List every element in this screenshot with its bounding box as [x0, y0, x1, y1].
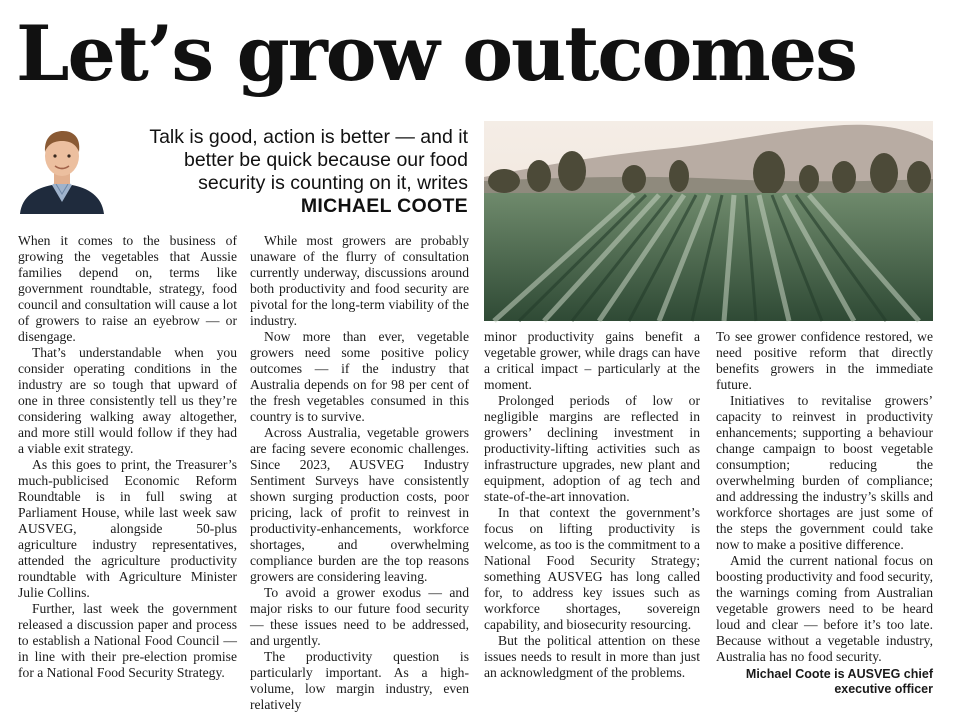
paragraph: To avoid a grower exodus — and major risks to our future food security — these issues need to be addressed, and urgently.: [250, 585, 469, 648]
article-column-3: [484, 329, 700, 681]
headline: Let’s grow outcomes: [16, 9, 856, 98]
paragraph: The productivity question is particularly important. As a high-volume, low margin industry, even relatively: [250, 649, 469, 712]
article-column-1: [18, 233, 237, 681]
standfirst-text: Talk is good, action is better — and it better be quick because our food security is counting on it, writes: [149, 126, 468, 194]
standfirst: [118, 126, 468, 218]
paragraph: But the political attention on these issues needs to result in more than just an acknowledgment of the problems.: [484, 633, 700, 680]
author-tagline: Michael Coote is AUSVEG chief executive officer: [745, 667, 933, 696]
paragraph: Now more than ever, vegetable growers need some positive policy outcomes — if the industry that Australia depends on for 98 per cent of the fresh vegetables consumed in this country is to survive.: [250, 329, 469, 424]
paragraph: In that context the government’s focus on lifting productivity is welcome, as too is the commitment to a National Food Security Strategy; something AUSVEG has long called for, to address key issues such as workforce shortages, sovereign capability, and biosecurity resourcing.: [484, 505, 700, 632]
paragraph: That’s understandable when you consider operating conditions in the industry are so tough that upward of one in three consistently tell us they’re considering walking away altogether, and more still would follow if they had a viable exit strategy.: [18, 345, 237, 456]
paragraph: As this goes to print, the Treasurer’s much-publicised Economic Reform Roundtable is in full swing at Parliament House, while last week saw AUSVEG, alongside 50-plus agriculture industry representatives, attended the agriculture productivity roundtable with Agriculture Minister Julie Collins.: [18, 457, 237, 600]
article-column-4: [716, 329, 933, 697]
article-column-2: [250, 233, 469, 713]
paragraph: Further, last week the government released a discussion paper and process to establish a National Food Council — in line with their pre-election promise for a National Food Security Strategy.: [18, 601, 237, 680]
paragraph: Amid the current national focus on boosting productivity and food security, the warnings coming from Australian vegetable growers need to be heard loud and clear — before it’s too late. Because without a vegetable industry, Australia has no food security.: [716, 553, 933, 664]
paragraph: When it comes to the business of growing the vegetables that Aussie families depend on, terms like government roundtable, strategy, food council and consultation will cause a lot of growers to raise an eyebrow — or disengage.: [18, 233, 237, 344]
vegetable-field-photo: [484, 121, 933, 321]
byline-name: MICHAEL COOTE: [300, 195, 468, 217]
author-portrait: [16, 122, 108, 214]
paragraph: Initiatives to revitalise growers’ capacity to reinvest in productivity enhancements; supporting a behaviour change campaign to boost vegetable consumption; reducing the overwhelming burden of compliance; and addressing the industry’s skills and workforce shortages are just some of the steps the government could take now to make a positive difference.: [716, 393, 933, 552]
paragraph: Across Australia, vegetable growers are facing severe economic challenges. Since 2023, AUSVEG Industry Sentiment Surveys have consistently shown surging production costs, poor pricing, lack of profit to reinvest in productivity-enhancements, workforce shortages, and overwhelming compliance burden are the top reasons growers are considering leaving.: [250, 425, 469, 584]
paragraph: To see grower confidence restored, we need positive reform that directly benefits growers in the immediate future.: [716, 329, 933, 392]
paragraph: While most growers are probably unaware of the flurry of consultation currently underway, discussions around both productivity and food security are pivotal for the long-term viability of the industry.: [250, 233, 469, 328]
paragraph: minor productivity gains benefit a vegetable grower, while drags can have a critical impact – particularly at the moment.: [484, 329, 700, 392]
paragraph: Prolonged periods of low or negligible margins are reflected in growers’ declining investment in productivity-lifting activities such as infrastructure upgrades, new plant and equipment, adoption of ag tech and state-of-the-art innovation.: [484, 393, 700, 504]
